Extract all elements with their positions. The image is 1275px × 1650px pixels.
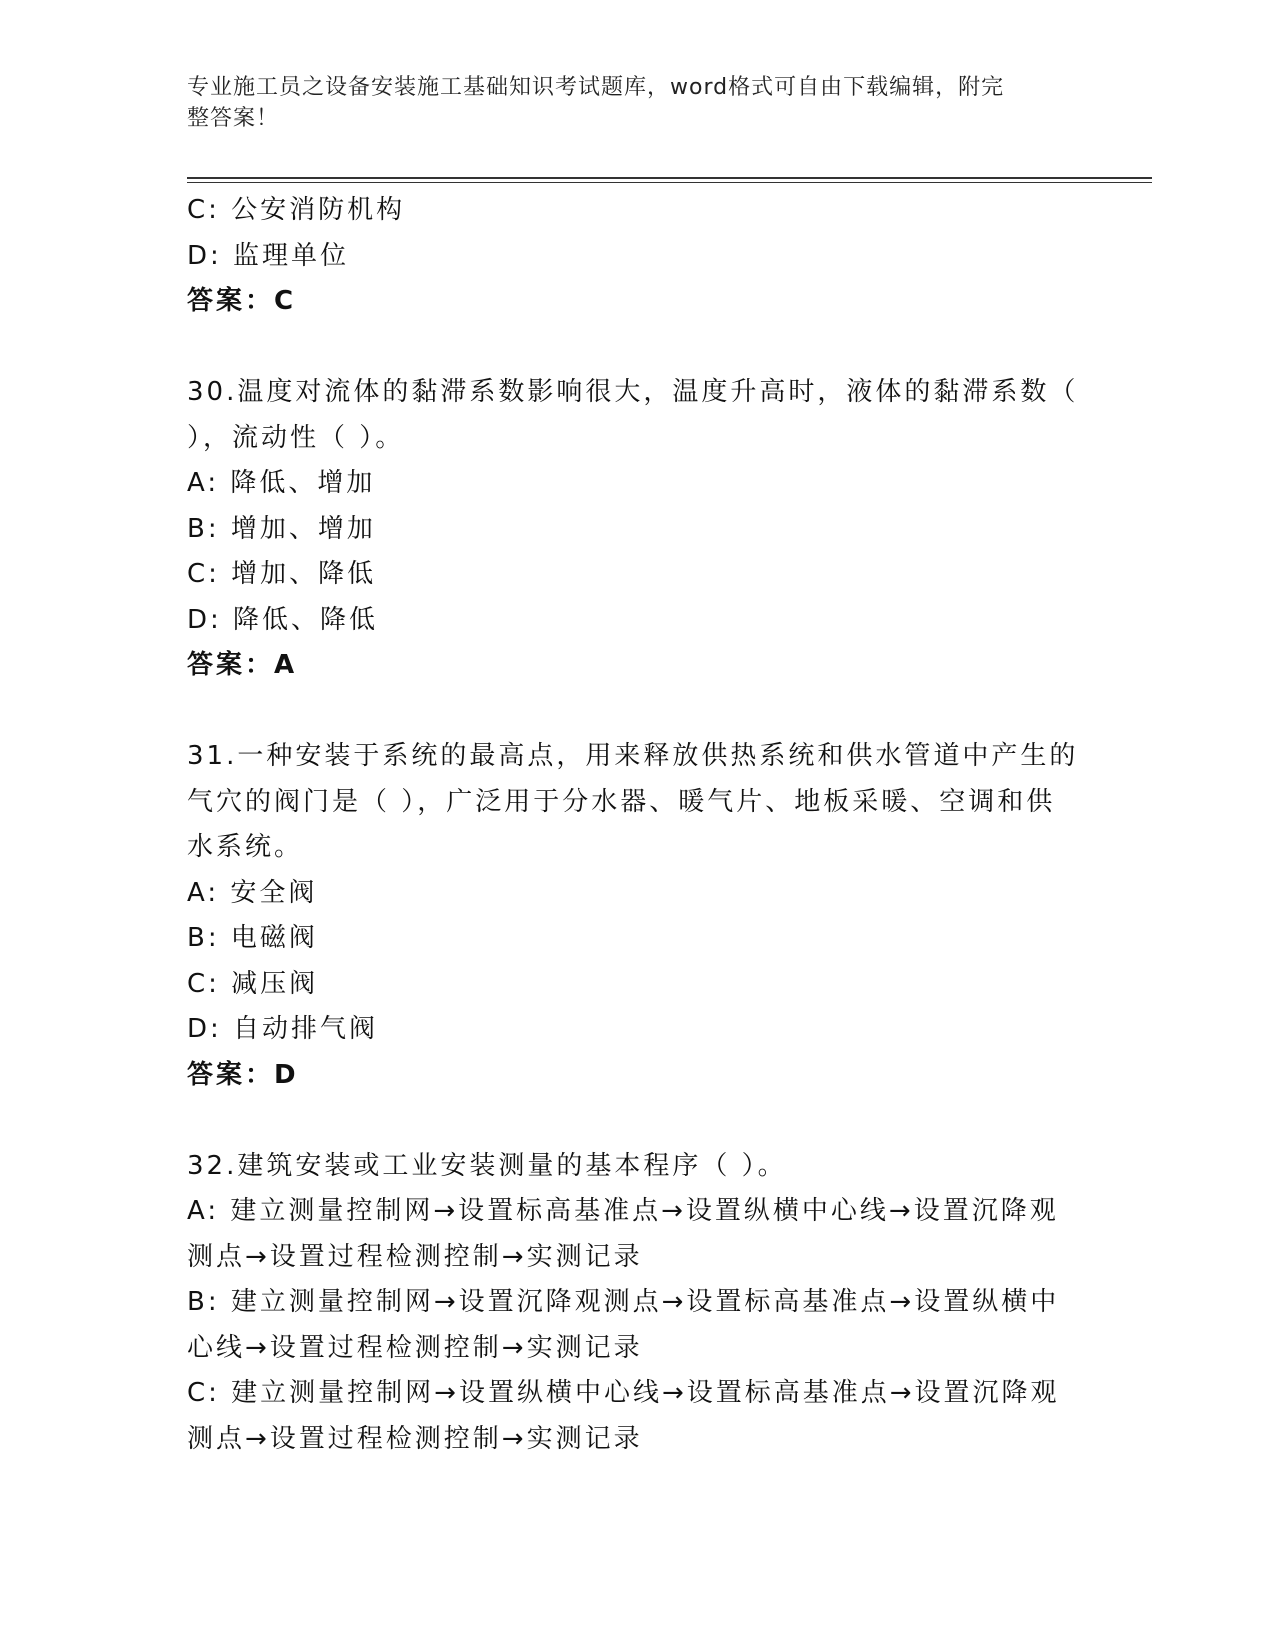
question-list (187, 188, 1087, 1462)
option-c: C: 公安消防机构 (187, 195, 406, 225)
question-32 (187, 1144, 1087, 1463)
question-stem-line: 31.一种安装于系统的最高点，用来释放供热系统和供水管道中产生的 (187, 741, 1079, 771)
answer-label: 答案：D (187, 1059, 299, 1090)
option-b: B: 电磁阀 (187, 923, 318, 953)
option-c-line: 测点→设置过程检测控制→实测记录 (187, 1423, 643, 1454)
question-stem-line: 水系统。 (187, 832, 304, 862)
option-c: C: 减压阀 (187, 968, 319, 999)
header-title-line-2: 整答案！ (187, 106, 280, 131)
option-b: B: 增加、增加 (187, 513, 376, 544)
spacer (187, 1098, 1087, 1144)
option-b-line: B: 建立测量控制网→设置沉降观测点→设置标高基准点→设置纵横中 (187, 1287, 1060, 1317)
header-title-line-1: 专业施工员之设备安装施工基础知识考试题库，word格式可自由下载编辑，附完 (187, 75, 1005, 100)
question-stem-line: ），流动性（ ）。 (187, 422, 405, 453)
option-d: D: 自动排气阀 (187, 1014, 379, 1044)
header-divider-thick (187, 177, 1152, 179)
question-stem-line: 30.温度对流体的黏滞系数影响很大，温度升高时，液体的黏滞系数（ (187, 377, 1079, 407)
question-29 (187, 188, 1087, 325)
question-stem-line: 32.建筑安装或工业安装测量的基本程序（ ）。 (187, 1150, 787, 1181)
header-divider-thin (187, 182, 1152, 183)
option-a-line: 测点→设置过程检测控制→实测记录 (187, 1241, 643, 1272)
option-a-line: A: 建立测量控制网→设置标高基准点→设置纵横中心线→设置沉降观 (187, 1196, 1059, 1226)
option-b-line: 心线→设置过程检测控制→实测记录 (187, 1332, 643, 1363)
spacer (187, 689, 1087, 735)
answer-label: 答案：A (187, 650, 298, 680)
question-stem-line: 气穴的阀门是（ ），广泛用于分水器、暖气片、地板采暖、空调和供 (187, 786, 1056, 817)
option-c: C: 增加、降低 (187, 559, 377, 589)
answer-label: 答案：C (187, 286, 297, 316)
option-d: D: 监理单位 (187, 240, 350, 271)
spacer (187, 325, 1087, 371)
question-30 (187, 370, 1087, 689)
option-a: A: 降低、增加 (187, 468, 376, 498)
option-d: D: 降低、降低 (187, 604, 379, 635)
page-header (187, 72, 1067, 134)
option-c-line: C: 建立测量控制网→设置纵横中心线→设置标高基准点→设置沉降观 (187, 1378, 1060, 1408)
question-31 (187, 734, 1087, 1098)
option-a: A: 安全阀 (187, 877, 318, 908)
